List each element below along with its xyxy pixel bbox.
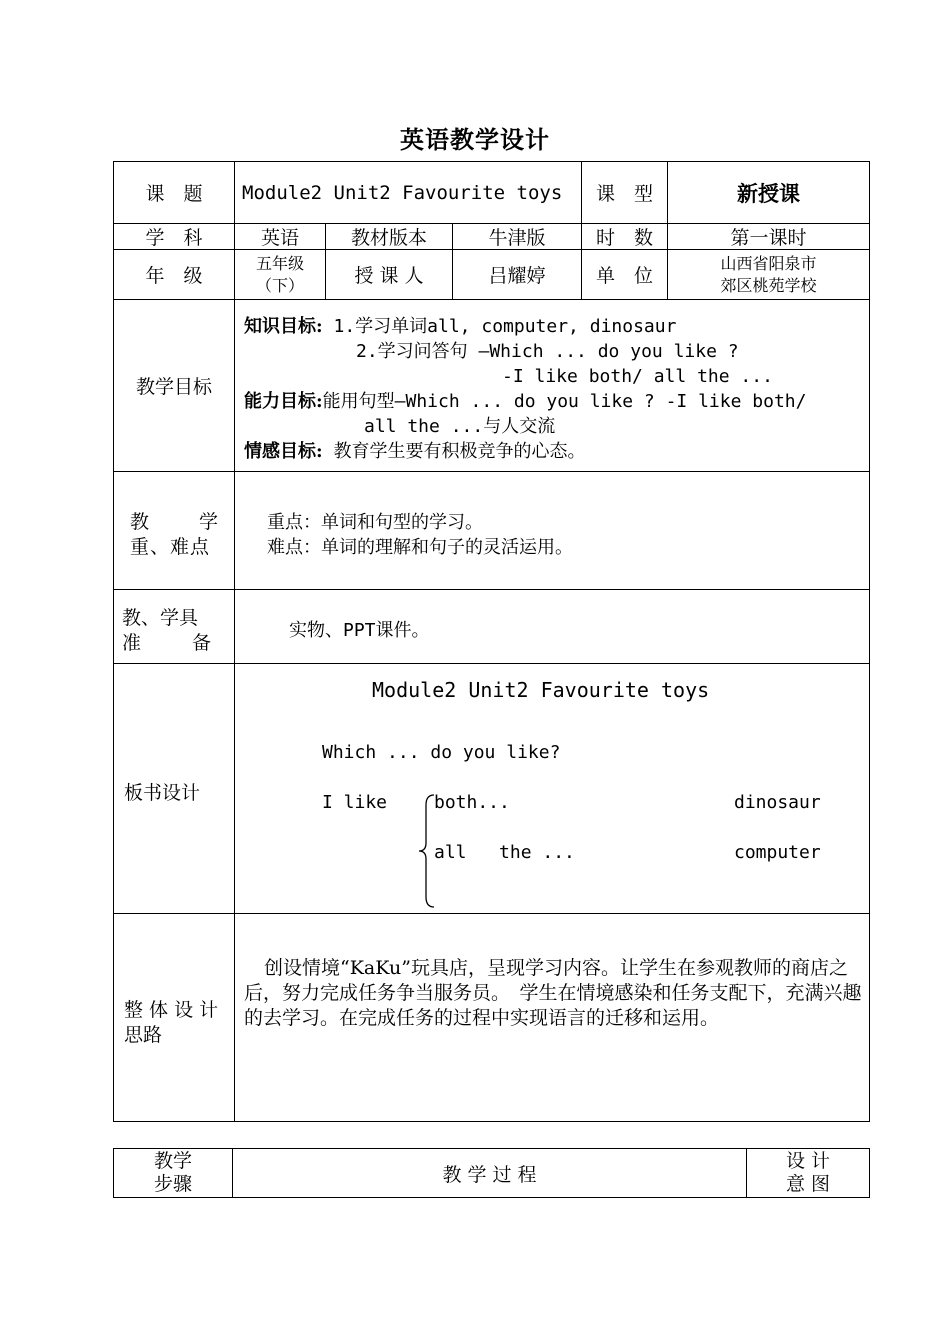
grade-value: 五年级 （下）	[255, 253, 304, 295]
subject-label: 学 科	[145, 227, 203, 249]
board-word-2: computer	[734, 842, 821, 863]
grade-label: 年 级	[145, 265, 203, 287]
design-label-line1: 整 体 设 计	[124, 999, 219, 1021]
keypoints-label-a: 教	[130, 511, 150, 533]
process-header: 教 学 过 程	[442, 1163, 537, 1186]
difficult-point: 难点：单词的理解和句子的灵活运用。	[267, 537, 573, 558]
lesson-type-value: 新授课	[737, 180, 800, 206]
board-answer-prefix: I like	[322, 792, 388, 813]
board-label: 板书设计	[124, 782, 201, 804]
goals-content: 知识目标: 1.学习单词all, computer, dinosaur 2.学习问答句 —Which ... do you like ? -I like both/ all the ... 能力目标:能用句型—Which ... do you like ? -I like both/ all the ...与人交流 情感目标: 教育学生要有积极竞争的心态。	[244, 316, 807, 462]
materials-label-b: 备	[192, 632, 212, 654]
unit-label: 单 位	[595, 265, 653, 287]
topic-value: Module2 Unit2 Favourite toys	[242, 181, 563, 204]
keypoints-label-line2: 重、难点	[130, 536, 211, 558]
materials-label-line1: 教、学具	[122, 607, 199, 629]
textbook-value: 牛津版	[488, 227, 546, 249]
board-heading: Module2 Unit2 Favourite toys	[372, 678, 710, 702]
steps-header: 教学 步骤	[153, 1150, 192, 1195]
lesson-type-label: 课 型	[595, 183, 653, 205]
materials-value: 实物、PPT课件。	[289, 620, 430, 641]
keypoints-label-b: 学	[199, 511, 219, 533]
textbook-label: 教材版本	[350, 227, 427, 249]
unit-value: 山西省阳泉市 郊区桃苑学校	[720, 253, 817, 295]
board-word-1: dinosaur	[734, 792, 821, 813]
materials-label-a: 准	[122, 632, 142, 654]
period-value: 第一课时	[730, 227, 807, 249]
period-label: 时 数	[595, 227, 653, 249]
design-label-line2: 思路	[124, 1024, 163, 1046]
teacher-label: 授 课 人	[354, 265, 424, 287]
board-question: Which ... do you like?	[322, 742, 561, 763]
design-text: 创设情境“KaKu”玩具店，呈现学习内容。让学生在参观教师的商店之后，努力完成任务争当服务员。 学生在情境感染和任务支配下，充满兴趣的去学习。在完成任务的过程中实现语言的迁移和运用。	[244, 957, 862, 1029]
key-point: 重点：单词和句型的学习。	[267, 512, 483, 533]
board-option-1: both...	[434, 792, 510, 813]
teacher-value: 吕耀婷	[488, 265, 546, 287]
intent-header: 设 计 意 图	[785, 1150, 831, 1195]
document-title: 英语教学设计	[400, 125, 550, 154]
subject-value: 英语	[260, 227, 299, 249]
goals-label: 教学目标	[135, 376, 212, 398]
board-option-2: all the ...	[434, 842, 575, 863]
topic-label: 课 题	[145, 183, 203, 205]
